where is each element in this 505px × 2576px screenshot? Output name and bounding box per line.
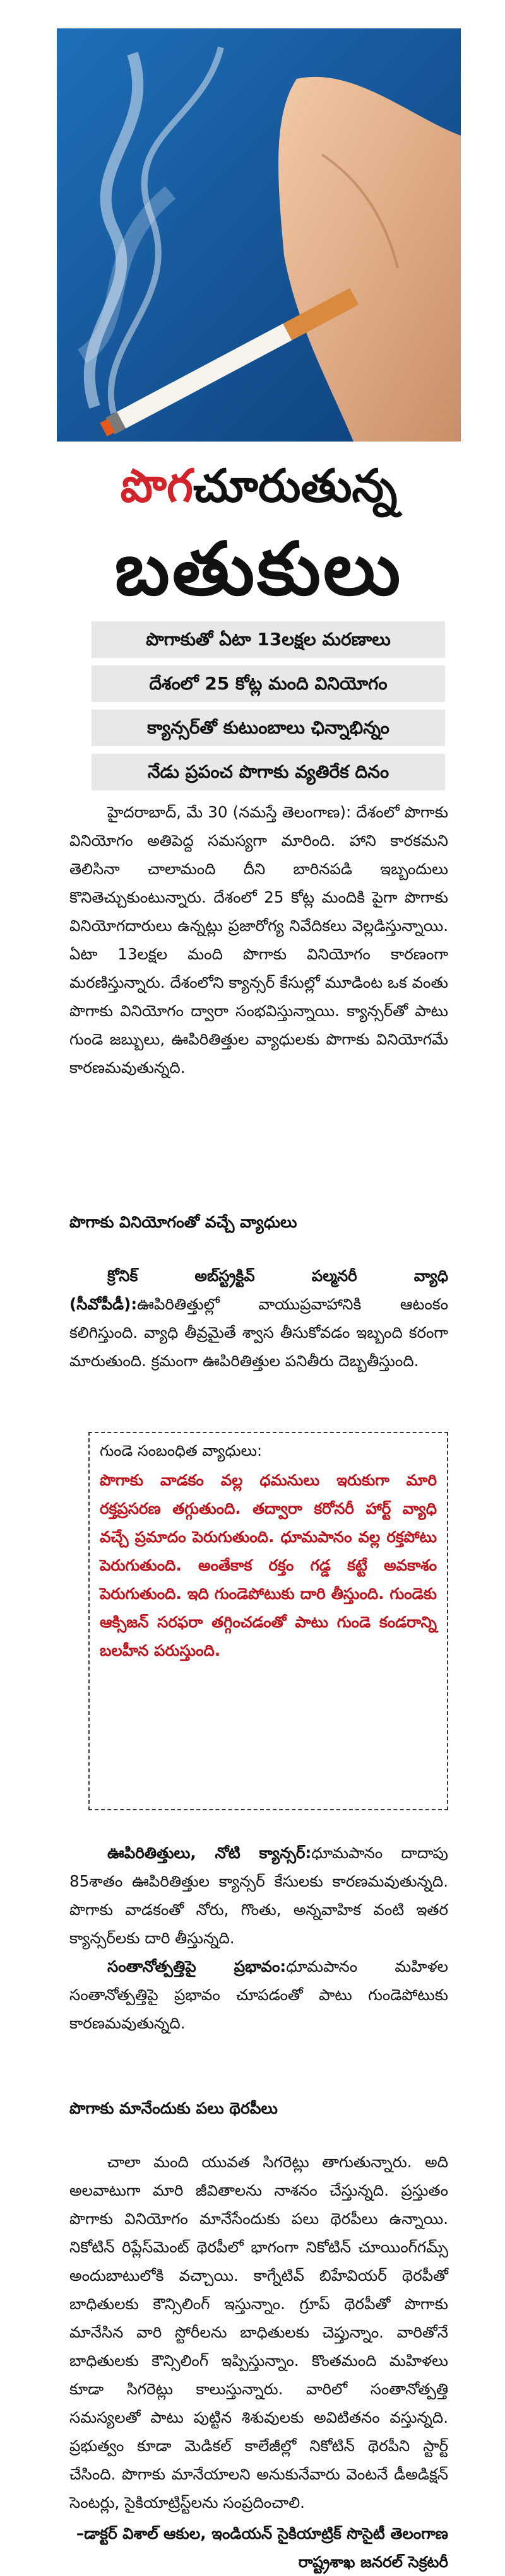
cigarette-illustration: [57, 28, 461, 442]
subheading: క్యాన్సర్‌తో కుటుంబాలు ఛిన్నాభిన్నం: [92, 710, 445, 746]
section-therapies: [69, 2094, 448, 2122]
section-heading: పొగాకు వినియోగంతో వచ్చే వ్యాధులు: [69, 1213, 297, 1231]
subheading: దేశంలో 25 కోట్ల మంది వినియోగం: [92, 665, 445, 702]
lung-text: ధూమపానం దాదాపు 85శాతం ఊపిరితిత్తుల క్యాన్సర్‌ కేసులకు కారణమవుతున్నది. పొగాకు వాడకంతో నోరు, గొంతు, అన్నవాహిక వంటి ఇతర క్యాన్సర్‌లకు దారి తీస్తున్నది.: [69, 1844, 448, 1947]
headline-red-word: పొగ: [120, 459, 193, 512]
box-title: గుండె సంబంధిత వ్యాధులు:: [100, 1442, 263, 1460]
fertility-text: ధూమపానం మహిళల సంతానోత్పత్తిపై ప్రభావం చూపడంతో పాటు గుండెపోటుకు కారణమవుతున్నది.: [69, 1957, 449, 2032]
headline-line-1: [57, 448, 461, 524]
lead-paragraph: హైదరాబాద్‌, మే 30 (నమస్తే తెలంగాణ): దేశంలో పొగాకు వినియోగం అతిపెద్ద సమస్యగా మారింది. హాని కారకమని తెలిసినా చాలామంది దీని బారినపడి ఇబ్బందులు కొనితెచ్చుకుంటున్నారు. దేశంలో 25 కోట్ల మందికి పైగా పొగాకు వినియోగదారులు ఉన్నట్లు ప్రజారోగ్య నివేదికలు వెల్లడిస్తున్నాయి. ఏటా 13లక్షల మంది పొగాకు వినియోగం కారణంగా మరణిస్తున్నారు. దేశంలోని క్యాన్సర్‌ కేసుల్లో మూడింట ఒక వంతు పొగాకు వినియోగం ద్వారా సంభవిస్తున్నాయి. క్యాన్సర్‌తో పాటు గుండె జబ్బులు, ఊపిరితిత్తుల వ్యాధులకు పొగాకు వినియోగమే కారణమవుతున్నది.: [69, 803, 448, 1077]
copd-text: ఊపిరితిత్తుల్లో వాయుప్రవాహానికి ఆటంకం కలిగిస్తుంది. వ్యాధి తీవ్రమైతే శ్వాస తీసుకోవడం ఇబ్బంది కరంగా మారుతుంది. క్రమంగా ఊపిరితిత్తుల పనితీరు దెబ్బతీస్తుంది.: [69, 1295, 448, 1370]
subheadings: [92, 621, 445, 798]
cigarette-photo: [57, 28, 461, 442]
copd-paragraph: [69, 1262, 448, 1375]
therapies-paragraph: చాలా మంది యువత సిగరెట్లు తాగుతున్నారు. అది అలవాటుగా మారి జీవితాలను నాశనం చేస్తున్నది. ప్రస్తుతం పొగాకు వినియోగం మానేసేందుకు పలు థెరపీలు ఉన్నాయి. నికోటిన్‌ రిప్లేస్‌మెంట్‌ థెరపీలో భాగంగా నికోటిన్‌ చూయింగ్‌గమ్స్‌ అందుబాటులోకి వచ్చాయి. కాగ్నేటివ్‌ బిహేవియర్‌ థెరపీతో బాధితులకు కౌన్సిలింగ్‌ ఇస్తున్నాం. గ్రూప్‌ థెరపీతో పొగాకు మానేసిన వారి స్టోరీలను బాధితులకు చెప్తున్నాం. వారితోనే బాధితులకు కౌన్సిలింగ్‌ ఇప్పిస్తున్నాం. కొంతమంది మహిళలు కూడా సిగరెట్లు కాలుస్తున్నారు. వారిలో సంతానోత్పత్తి సమస్యలతో పాటు పుట్టిన శిశువులకు అవిటితనం వస్తున్నది. ప్రభుత్వం కూడా మెడికల్‌ కాలేజీల్లో నికోటిన్‌ థెరపీని స్టార్ట్‌ చేసింది. పొగాకు మానేయాలని అనుకునేవారు వెంటనే డీఅడిక్షన్‌ సెంటర్లు, సైకియాట్రిస్ట్‌లను సంప్రదించాలి.: [69, 2153, 448, 2512]
section-heading: పొగాకు మానేందుకు పలు థెరపీలు: [69, 2099, 278, 2117]
section-diseases: [69, 1208, 448, 1236]
copd-block: [69, 1262, 448, 1375]
fertility-label: సంతానోత్పత్తిపై ప్రభావం:: [107, 1957, 287, 1976]
subheading: పొగాకుతో ఏటా 13లక్షల మరణాలు: [92, 621, 445, 658]
lead-paragraph-block: [69, 798, 448, 1082]
subheading: నేడు ప్రపంచ పొగాకు వ్యతిరేక దినం: [92, 754, 445, 790]
heart-disease-box: [88, 1432, 448, 1810]
section-cancer-fertility: [69, 1839, 448, 2037]
lung-cancer-paragraph: [69, 1839, 448, 1952]
box-text: పొగాకు వాడకం వల్ల ధమనులు ఇరుకుగా మారి రక్తప్రసరణ తగ్గుతుంది. తద్వారా కరోనరీ హార్ట్‌ వ్యాధి వచ్చే ప్రమాదం పెరుగుతుంది. ధూమపానం వల్ల రక్తపోటు పెరుగుతుంది. అంతేకాక రక్తం గడ్డ కట్టే అవకాశం పెరుగుతుంది. ఇది గుండెపోటుకు దారి తీస్తుంది. గుండెకు ఆక్సిజన్‌ సరఫరా తగ్గించడంతో పాటు గుండె కండరాన్ని బలహీన పరుస్తుంది.: [100, 1471, 437, 1660]
lung-label: ఊపిరితిత్తులు, నోటి క్యాన్సర్‌:: [107, 1844, 312, 1862]
headline-rest: చూరుతున్న: [193, 459, 398, 512]
fertility-paragraph: [69, 1952, 448, 2037]
headline: [57, 448, 461, 615]
therapies-block: [69, 2148, 448, 2576]
signature: –డాక్టర్‌ విశాల్‌ ఆకుల, ఇండియన్‌ సైకియాట్రిక్‌ సొసైటీ తెలంగాణ రాష్ట్రశాఖ జనరల్‌ సెక్రటరీ: [76, 2524, 448, 2571]
headline-line-2: బతుకులు: [114, 527, 403, 612]
copd-label: క్రోనిక్‌ అబ్‌స్ట్రక్టివ్‌ పల్మనరీ వ్యాధి (సీవోపీడీ):: [69, 1267, 448, 1313]
